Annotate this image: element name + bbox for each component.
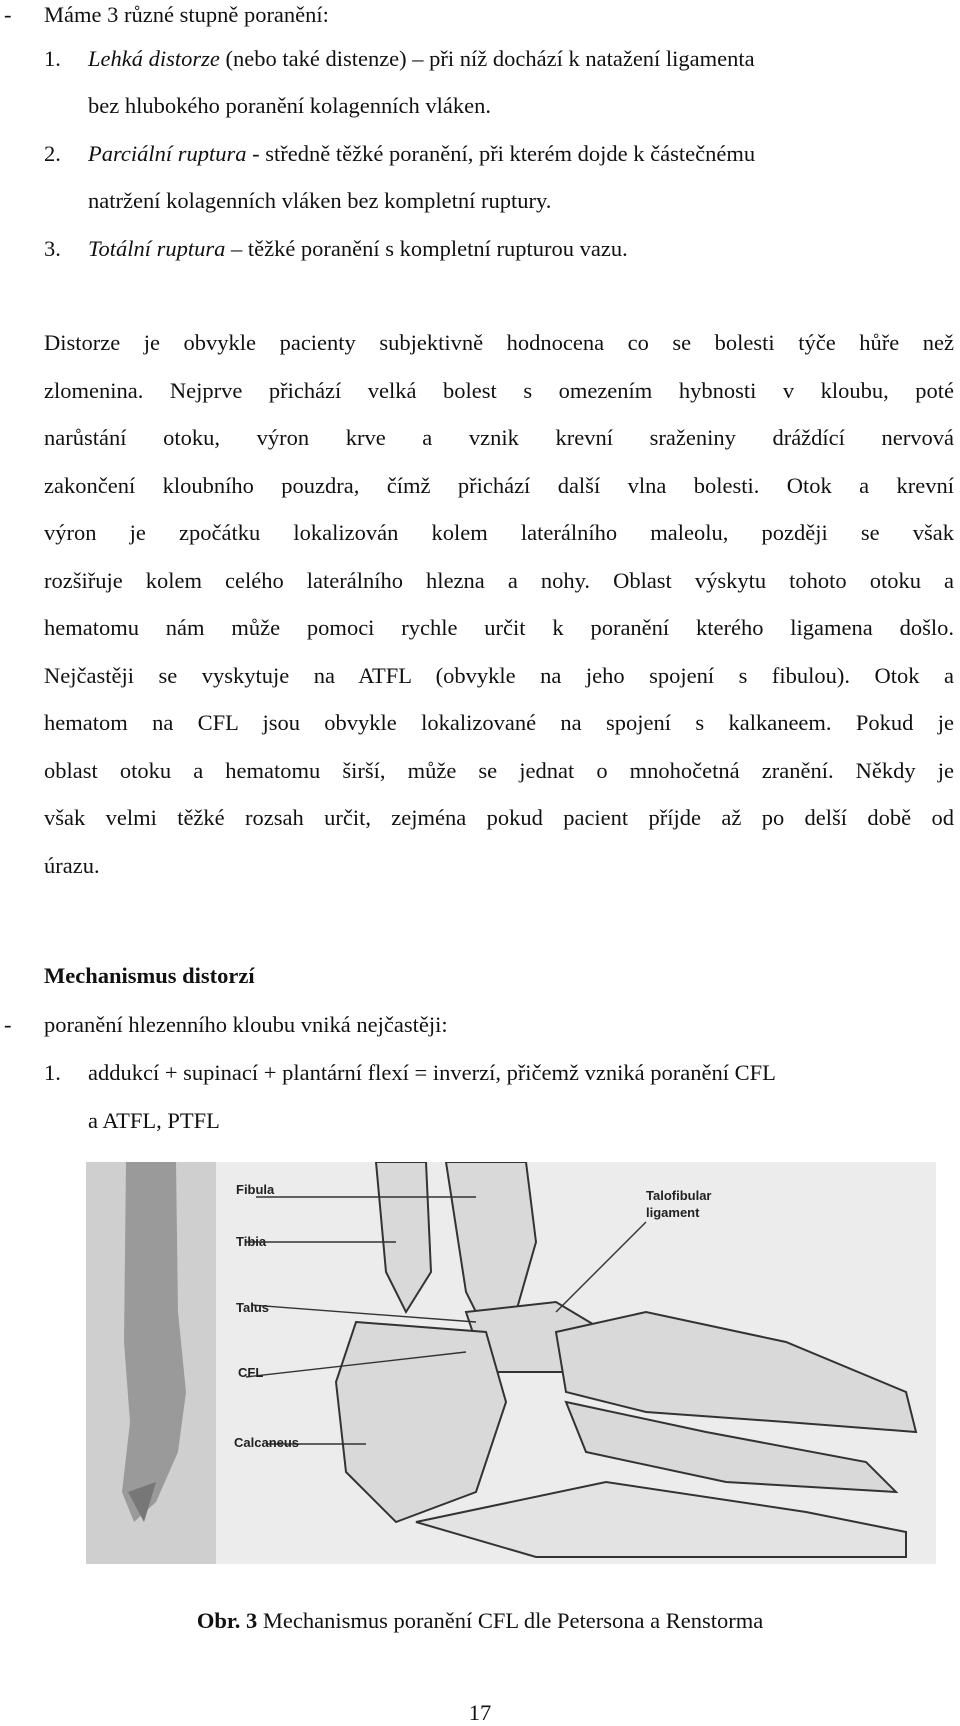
label-talofibular: Talofibular: [646, 1188, 712, 1203]
section-heading: Mechanismus distorzí: [44, 963, 255, 988]
label-ligament: ligament: [646, 1205, 700, 1220]
list-item-continuation: a ATFL, PTFL: [88, 1108, 220, 1133]
paragraph-line: narůstání otoku, výron krve a vznik krevní sraženiny dráždící nervová: [44, 425, 954, 450]
label-fibula: Fibula: [236, 1182, 275, 1197]
page-number: 17: [468, 1700, 492, 1725]
paragraph-line: oblast otoku a hematomu širší, může se jednat o mnohočetná zranění. Někdy je: [44, 758, 954, 783]
figure-caption: [0, 1608, 960, 1634]
paragraph-line: rozšiřuje kolem celého laterálního hlezna a nohy. Oblast výskytu tohoto otoku a: [44, 568, 954, 593]
list-item-text: [88, 46, 755, 72]
list-item-rest: - středně těžké poranění, při kterém dojde k částečnému: [246, 141, 756, 166]
list-item-text: addukcí + supinací + plantární flexí = inverzí, přičemž vzniká poranění CFL: [88, 1060, 776, 1085]
caption-text: Mechanismus poranění CFL dle Petersona a Renstorma: [257, 1608, 764, 1633]
label-talus: Talus: [236, 1300, 269, 1315]
list-item-term: Totální ruptura: [88, 236, 226, 261]
paragraph-line: zlomenina. Nejprve přichází velká bolest s omezením hybnosti v kloubu, poté: [44, 378, 954, 403]
paragraph-line: hematom na CFL jsou obvykle lokalizované na spojení s kalkaneem. Pokud je: [44, 710, 954, 735]
list-item-term: Lehká distorze: [88, 46, 220, 71]
ankle-anatomy-figure: [86, 1162, 936, 1564]
list-intro: Máme 3 různé stupně poranění:: [44, 2, 329, 27]
list-item-rest: (nebo také distenze) – při níž dochází k natažení ligamenta: [219, 46, 755, 71]
section-intro: poranění hlezenního kloubu vniká nejčastěji:: [44, 1012, 448, 1037]
label-calcaneus: Calcaneus: [234, 1435, 300, 1450]
list-item-number: 3.: [44, 236, 61, 261]
list-dash: -: [4, 1012, 12, 1037]
list-item-number: 1.: [44, 1060, 61, 1085]
list-item-text: [88, 236, 628, 262]
paragraph-line: však velmi těžké rozsah určit, zejména pokud pacient příjde až po delší době od: [44, 805, 954, 830]
leg-photo: [86, 1162, 216, 1564]
list-item-continuation: bez hlubokého poranění kolagenních vláken.: [88, 93, 491, 118]
paragraph-line: zakončení kloubního pouzdra, čímž přichází další vlna bolesti. Otok a krevní: [44, 473, 954, 498]
paragraph-line: Nejčastěji se vyskytuje na ATFL (obvykle na jeho spojení s fibulou). Otok a: [44, 663, 954, 688]
list-item-rest: – těžké poranění s kompletní rupturou vazu.: [225, 236, 628, 261]
list-item-text: [88, 141, 755, 167]
list-item-term: Parciální ruptura: [88, 141, 247, 166]
list-item-continuation: natržení kolagenních vláken bez kompletní ruptury.: [88, 188, 552, 213]
list-item-number: 2.: [44, 141, 61, 166]
list-item-number: 1.: [44, 46, 61, 71]
label-cfl: CFL: [238, 1365, 264, 1380]
paragraph-line: výron je zpočátku lokalizován kolem laterálního maleolu, později se však: [44, 520, 954, 545]
paragraph-line: Distorze je obvykle pacienty subjektivně hodnocena co se bolesti týče hůře než: [44, 330, 954, 355]
list-dash: -: [4, 2, 12, 27]
paragraph-line: úrazu.: [44, 853, 100, 878]
paragraph-line: hematomu nám může pomoci rychle určit k poranění kterého ligamena došlo.: [44, 615, 954, 640]
label-tibia: Tibia: [236, 1234, 267, 1249]
caption-label: Obr. 3: [196, 1608, 258, 1633]
